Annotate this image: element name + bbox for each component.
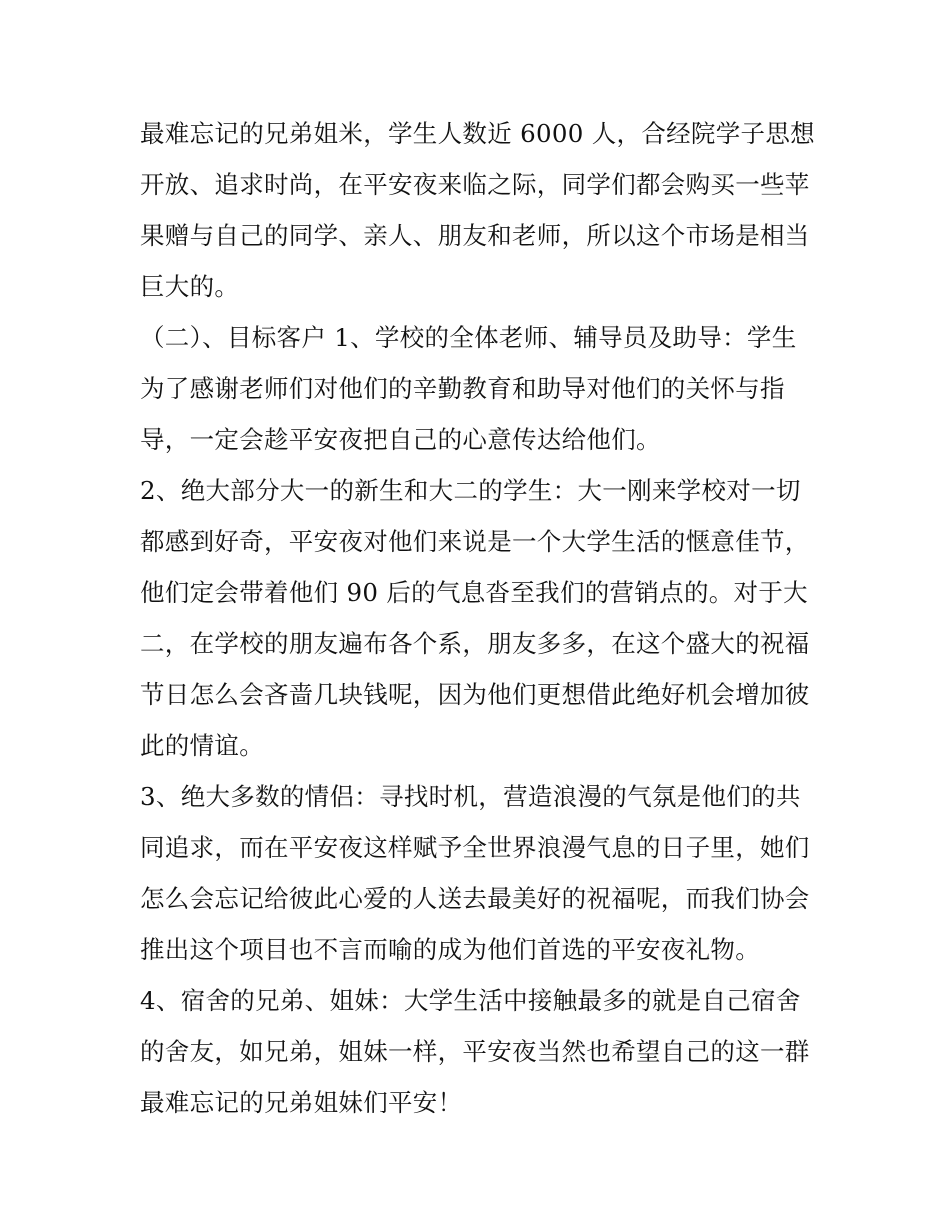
text-line: 节日怎么会吝啬几块钱呢，因为他们更想借此绝好机会增加彼 [140,680,810,709]
text-line: 二，在学校的朋友遍布各个系，朋友多多，在这个盛大的祝福 [140,629,810,658]
text-line: 最难忘记的兄弟姐妹们平安！ [140,1088,463,1117]
text-line: 怎么会忘记给彼此心爱的人送去最美好的祝福呢，而我们协会 [140,884,810,913]
text-line: 导，一定会趁平安夜把自己的心意传达给他们。 [140,425,661,454]
document-body [140,108,820,1128]
paragraph-target-roommates [140,975,820,1128]
text-line: （二）、目标客户 1、学校的全体老师、辅导员及助导：学生 [140,323,797,352]
text-line: 最难忘记的兄弟姐米，学生人数近 6000 人，合经院学子思想 [140,119,815,148]
text-line: 同追求，而在平安夜这样赋予全世界浪漫气息的日子里，她们 [140,833,810,862]
paragraph-target-teachers [140,312,820,465]
text-line: 4、宿舍的兄弟、姐妹：大学生活中接触最多的就是自己宿舍 [140,986,801,1015]
text-line: 巨大的。 [140,272,240,301]
text-line: 他们定会带着他们 90 后的气息沓至我们的营销点的。对于大 [140,578,808,607]
text-line: 的舍友，如兄弟，姐妹一样，平安夜当然也希望自己的这一群 [140,1037,810,1066]
text-line: 2、绝大部分大一的新生和大二的学生：大一刚来学校对一切 [140,476,801,505]
text-line: 3、绝大多数的情侣：寻找时机，营造浪漫的气氛是他们的共 [140,782,801,811]
text-line: 都感到好奇，平安夜对他们来说是一个大学生活的惬意佳节， [140,527,810,556]
paragraph-market-size [140,108,820,312]
text-line: 为了感谢老师们对他们的辛勤教育和助导对他们的关怀与指 [140,374,785,403]
text-line: 果赠与自己的同学、亲人、朋友和老师，所以这个市场是相当 [140,221,810,250]
text-line: 此的情谊。 [140,731,264,760]
paragraph-target-freshmen [140,465,820,771]
text-line: 开放、追求时尚，在平安夜来临之际，同学们都会购买一些苹 [140,170,810,199]
text-line: 推出这个项目也不言而喻的成为他们首选的平安夜礼物。 [140,935,760,964]
paragraph-target-couples [140,771,820,975]
